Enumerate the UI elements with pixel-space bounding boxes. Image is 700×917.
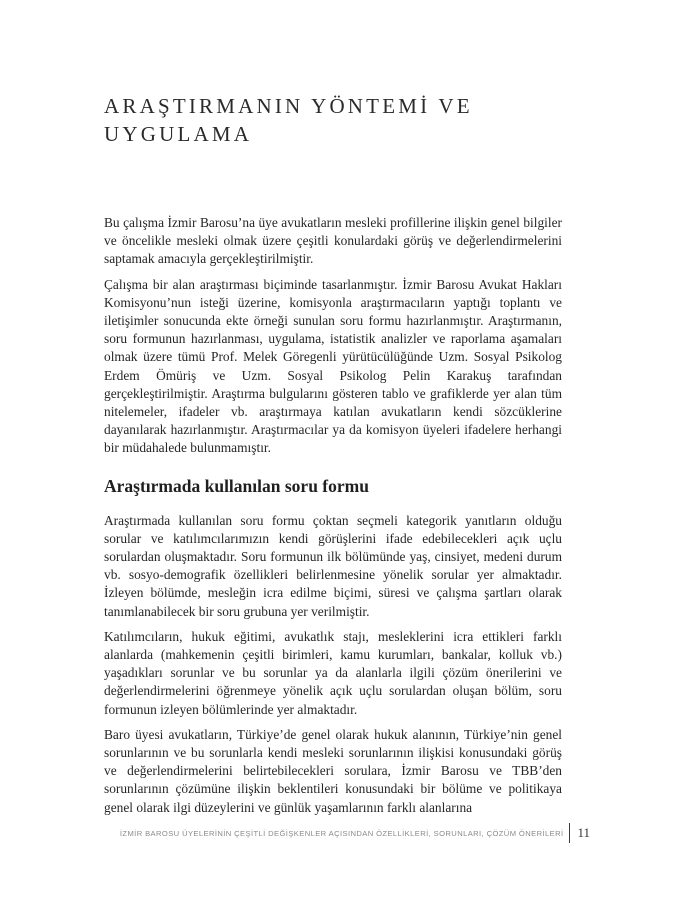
paragraph: Araştırmada kullanılan soru formu çoktan seçmeli kategorik yanıtların olduğu sorular ve katılımcılarımızın kendi görüşlerini ifade edebilecekleri açık uçlu sorulardan oluşmaktadır. Soru formunun ilk bölümünde yaş, cinsiyet, medeni durum vb. sosyo-demografik özellikleri belirlenmesine yönelik sorular yer almaktadır. İzleyen bölümde, mesleğin icra edilme biçimi, süresi ve çalışma şartları olarak tanımlanabilecek bir soru grubuna yer verilmiştir.: [104, 512, 562, 619]
body-text: [104, 214, 562, 824]
paragraph: Çalışma bir alan araştırması biçiminde tasarlanmıştır. İzmir Barosu Avukat Hakları Komisyonu’nun isteği üzerine, komisyonla araştırmacıların yaptığı toplantı ve iletişimler sonucunda ekte örneği sunulan soru formu hazırlanmıştır. Araştırmanın, soru formunun hazırlanması, uygulama, istatistik analizler ve raporlama aşamaları olmak üzere tümü Prof. Melek Göregenli yürütücülüğünde Uzm. Sosyal Psikolog Erdem Ömüriş ve Uzm. Sosyal Psikolog Pelin Karakuş tarafından gerçekleştirilmiştir. Araştırma bulgularını gösteren tablo ve grafiklerde yer alan tüm nitelemeler, ifadeler vb. araştırmaya katılan avukatların kendi sözcüklerine dayanılarak hazırlanmıştır. Araştırmacılar ya da komisyon üyeleri ifadelere herhangi bir müdahalede bulunmamıştır.: [104, 276, 562, 456]
chapter-title: ARAŞTIRMANIN YÖNTEMİ VE UYGULAMA: [104, 94, 473, 146]
paragraph: Bu çalışma İzmir Barosu’na üye avukatların mesleki profillerine ilişkin genel bilgiler ve öncelikle mesleki olmak üzere çeşitli konulardaki görüş ve değerlendirmelerini saptamak amacıyla gerçekleştirilmiştir.: [104, 215, 562, 267]
section-heading: Araştırmada kullanılan soru formu: [104, 475, 369, 496]
paragraph: Katılımcıların, hukuk eğitimi, avukatlık stajı, mesleklerini icra ettikleri farklı alanlarda (mahkemenin çeşitli birimleri, kamu kurumları, bankalar, kolluk vb.) yaşadıkları sorunlar ve bu sorunlar ya da alanlarla ilgili çözüm önerilerini ve değerlendirmelerini öğrenmeye yönelik açık uçlu sorulardan oluşan bölüm, soru formunun izleyen bölümlerinde yer almaktadır.: [104, 628, 562, 717]
running-title: İZMİR BAROSU ÜYELERİNİN ÇEŞİTLİ DEĞİŞKENLER AÇISINDAN ÖZELLİKLERİ, SORUNLARI, ÇÖZÜM ÖNERİLERİ: [119, 828, 564, 838]
page-number: 11: [577, 825, 590, 840]
page-footer: [104, 822, 590, 844]
footer-divider: [569, 823, 570, 843]
paragraph: Baro üyesi avukatların, Türkiye’de genel olarak hukuk alanının, Türkiye’nin genel sorunlarının ve bu sorunlarla kendi mesleki sorunlarının ilişkisi konusundaki görüş ve değerlendirmelerini belirtebilecekleri sorulara, İzmir Barosu ve TBB’den sorunlarının çözümüne ilişkin beklentileri konusundaki bir bölüme ve politikaya genel olarak ilgi düzeylerini ve günlük yaşamlarının farklı alanlarına: [104, 726, 562, 815]
